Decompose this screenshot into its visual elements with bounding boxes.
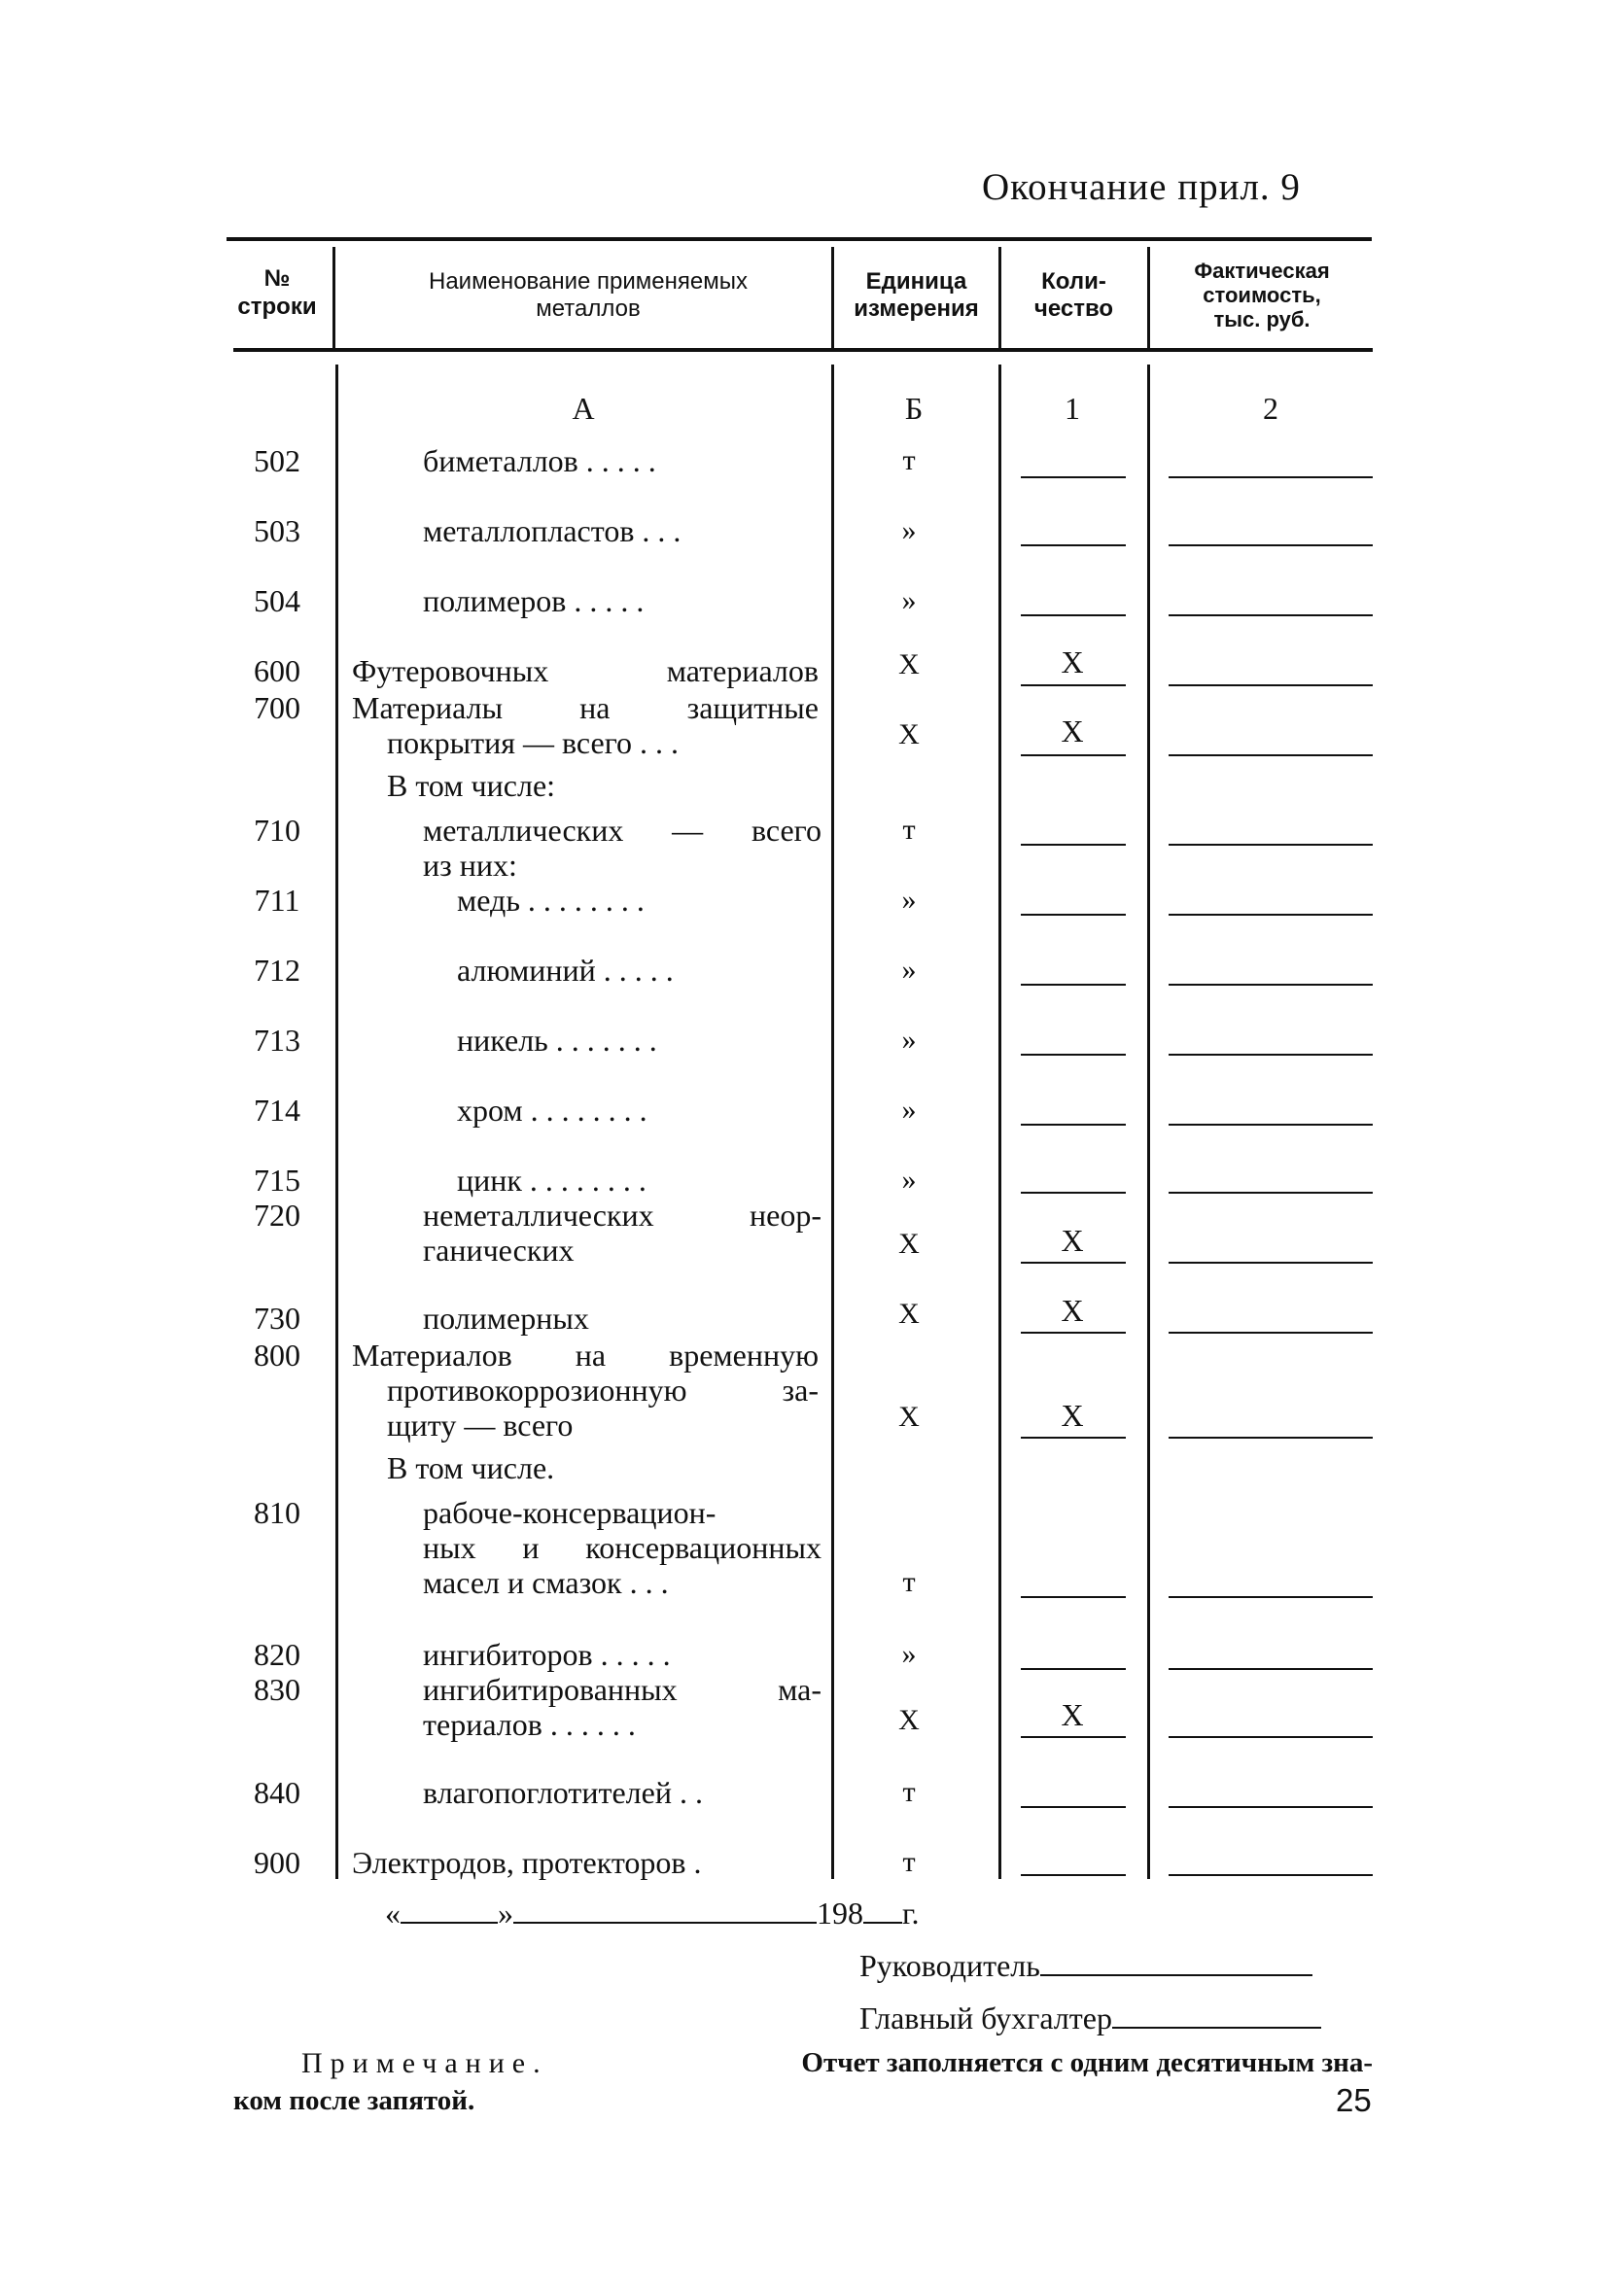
qty-blank-line xyxy=(1021,1124,1126,1126)
row-name xyxy=(423,1301,821,1336)
row-name-line: влагопоглотителей . . xyxy=(423,1775,703,1810)
cost-blank-line xyxy=(1169,476,1373,478)
row-name-line: из них: xyxy=(423,848,517,883)
cost-blank-line xyxy=(1169,754,1373,756)
row-number: 600 xyxy=(254,653,300,688)
row-unit: т xyxy=(902,1566,916,1598)
row-unit: Х xyxy=(898,1704,920,1736)
col-divider-header-1 xyxy=(332,247,335,348)
row-unit: » xyxy=(901,1164,917,1196)
row-name xyxy=(457,1163,821,1198)
row-name-line: никель . . . . . . . xyxy=(457,1023,657,1058)
col-divider-header-2 xyxy=(831,247,834,348)
row-unit: Х xyxy=(898,648,920,680)
qty-blank-line xyxy=(1021,1332,1126,1334)
cost-blank-line xyxy=(1169,1124,1373,1126)
column-letter-quantity: 1 xyxy=(1065,391,1080,426)
row-name xyxy=(423,583,821,618)
qty-blank-line xyxy=(1021,1736,1126,1738)
row-name-line: В том числе. xyxy=(387,1450,555,1485)
page-header-title: Окончание прил. 9 xyxy=(982,166,1301,208)
row-number: 700 xyxy=(254,690,300,725)
cost-blank-line xyxy=(1169,1736,1373,1738)
row-name-line: противокоррозионную за- xyxy=(387,1373,819,1408)
row-name xyxy=(423,1198,821,1268)
row-name-line: Материалы на защитные xyxy=(352,690,819,725)
row-name-line: Электродов, протекторов . xyxy=(352,1845,702,1880)
accountant-signature-field[interactable] xyxy=(1112,2001,1321,2029)
row-name-line: медь . . . . . . . . xyxy=(457,883,645,918)
header-row-number-line: строки xyxy=(237,294,317,320)
qty-blank-line xyxy=(1021,1437,1126,1439)
note-text-line-2: ком после запятой. xyxy=(233,2085,475,2116)
row-quantity: Х xyxy=(1061,644,1084,679)
col-divider-body-4 xyxy=(1147,365,1150,1879)
qty-blank-line xyxy=(1021,844,1126,846)
row-number: 720 xyxy=(254,1198,300,1233)
row-name-line: рабоче-консервацион- xyxy=(423,1495,717,1530)
row-number: 820 xyxy=(254,1637,300,1672)
header-unit-line: Единица xyxy=(865,268,967,295)
cost-blank-line xyxy=(1169,1332,1373,1334)
qty-blank-line xyxy=(1021,544,1126,546)
row-unit: т xyxy=(902,814,916,846)
row-name-line: полимерных xyxy=(423,1301,589,1336)
date-quote-open: « xyxy=(385,1896,401,1931)
qty-blank-line xyxy=(1021,1874,1126,1876)
row-name-line: ингибиторов . . . . . xyxy=(423,1637,671,1672)
accountant-signature xyxy=(859,2000,1321,2036)
qty-blank-line xyxy=(1021,476,1126,478)
row-unit: Х xyxy=(898,1228,920,1260)
row-unit: » xyxy=(901,1024,917,1056)
cost-blank-line xyxy=(1169,614,1373,616)
row-number: 900 xyxy=(254,1845,300,1880)
row-name xyxy=(352,653,819,688)
row-unit: т xyxy=(902,1776,916,1808)
row-name-line: полимеров . . . . . xyxy=(423,583,645,618)
date-year-field[interactable] xyxy=(863,1896,902,1924)
row-name-line: Футеровочных материалов xyxy=(352,653,819,688)
header-cost-line: тыс. руб. xyxy=(1213,307,1311,331)
col-divider-header-3 xyxy=(998,247,1001,348)
row-quantity: Х xyxy=(1061,713,1084,748)
row-unit: т xyxy=(902,1846,916,1878)
date-day-field[interactable] xyxy=(401,1896,498,1924)
row-name-line: В том числе: xyxy=(387,768,556,803)
date-line xyxy=(385,1896,920,1931)
row-number: 800 xyxy=(254,1338,300,1373)
row-number: 713 xyxy=(254,1023,300,1058)
row-name xyxy=(423,1637,821,1672)
header-name-line: Наименование применяемых xyxy=(429,268,748,295)
cost-blank-line xyxy=(1169,1596,1373,1598)
header-cost-line: стоимость, xyxy=(1203,283,1321,307)
col-divider-body-3 xyxy=(998,365,1001,1879)
row-name xyxy=(423,513,821,548)
row-name-line: металлических — всего xyxy=(423,813,821,848)
row-unit: Х xyxy=(898,1401,920,1433)
row-quantity: Х xyxy=(1061,1293,1084,1328)
header-row-number xyxy=(228,264,326,321)
header-cost-line: Фактическая xyxy=(1194,259,1330,283)
qty-blank-line xyxy=(1021,914,1126,916)
header-name xyxy=(350,268,826,323)
row-name xyxy=(352,1845,819,1880)
col-divider-body-2 xyxy=(831,365,834,1879)
row-number: 712 xyxy=(254,953,300,988)
col-divider-header-4 xyxy=(1147,247,1150,348)
qty-blank-line xyxy=(1021,1806,1126,1808)
manager-signature-field[interactable] xyxy=(1040,1949,1312,1976)
row-name xyxy=(423,1672,821,1742)
qty-blank-line xyxy=(1021,1054,1126,1056)
header-quantity-line: чество xyxy=(1033,296,1114,322)
manager-signature xyxy=(859,1948,1312,1984)
row-name-line: неметаллических неор- xyxy=(423,1198,821,1233)
row-quantity: Х xyxy=(1061,1398,1084,1433)
row-unit: » xyxy=(901,1638,917,1670)
row-number: 810 xyxy=(254,1495,300,1530)
qty-blank-line xyxy=(1021,1668,1126,1670)
cost-blank-line xyxy=(1169,914,1373,916)
date-quote-close: » xyxy=(498,1896,513,1931)
cost-blank-line xyxy=(1169,1874,1373,1876)
row-name xyxy=(423,443,821,478)
header-actual-cost xyxy=(1155,259,1369,331)
row-unit: » xyxy=(901,954,917,986)
row-name-line: покрытия — всего . . . xyxy=(387,725,680,760)
row-quantity: Х xyxy=(1061,1223,1084,1258)
row-name-line: ингибитированных ма- xyxy=(423,1672,821,1707)
row-number: 502 xyxy=(254,443,300,478)
col-divider-body-1 xyxy=(335,365,338,1879)
row-unit: » xyxy=(901,884,917,916)
row-number: 504 xyxy=(254,583,300,618)
cost-blank-line xyxy=(1169,1437,1373,1439)
note-label: Примечание. xyxy=(301,2047,548,2079)
row-number: 840 xyxy=(254,1775,300,1810)
row-name-line: металлопластов . . . xyxy=(423,513,682,548)
cost-blank-line xyxy=(1169,1054,1373,1056)
row-name-line: алюминий . . . . . xyxy=(457,953,674,988)
qty-blank-line xyxy=(1021,614,1126,616)
row-name xyxy=(352,690,819,760)
row-number: 715 xyxy=(254,1163,300,1198)
header-row-number-line: № xyxy=(263,265,291,292)
cost-blank-line xyxy=(1169,984,1373,986)
qty-blank-line xyxy=(1021,1596,1126,1598)
date-year: 198 xyxy=(817,1896,863,1931)
row-quantity: Х xyxy=(1061,1697,1084,1732)
cost-blank-line xyxy=(1169,1262,1373,1264)
row-unit: » xyxy=(901,514,917,546)
date-month-field[interactable] xyxy=(513,1896,817,1924)
cost-blank-line xyxy=(1169,544,1373,546)
row-name-line: ных и консервационных xyxy=(423,1530,821,1565)
qty-blank-line xyxy=(1021,684,1126,686)
header-unit xyxy=(836,268,996,323)
row-name-line: масел и смазок . . . xyxy=(423,1565,669,1600)
row-name-line: Материалов на временную xyxy=(352,1338,819,1373)
manager-label: Руководитель xyxy=(859,1948,1040,1983)
note-line-1 xyxy=(233,2047,1373,2080)
cost-blank-line xyxy=(1169,1668,1373,1670)
accountant-label: Главный бухгалтер xyxy=(859,2000,1112,2035)
row-name-line: щиту — всего xyxy=(387,1408,574,1443)
row-name-line: териалов . . . . . . xyxy=(423,1707,636,1742)
row-name xyxy=(387,768,815,803)
row-unit: » xyxy=(901,1094,917,1126)
row-name xyxy=(423,1775,821,1810)
row-name xyxy=(457,953,821,988)
header-quantity xyxy=(1003,268,1144,323)
qty-blank-line xyxy=(1021,1262,1126,1264)
row-name xyxy=(457,1093,821,1128)
qty-blank-line xyxy=(1021,754,1126,756)
row-unit: Х xyxy=(898,1298,920,1330)
row-name xyxy=(423,813,821,883)
column-letter-cost: 2 xyxy=(1263,391,1278,426)
row-name-line: биметаллов . . . . . xyxy=(423,443,656,478)
row-number: 711 xyxy=(254,883,300,918)
row-number: 503 xyxy=(254,513,300,548)
header-quantity-line: Коли- xyxy=(1041,268,1106,295)
table-top-rule xyxy=(227,237,1372,241)
row-number: 710 xyxy=(254,813,300,848)
row-number: 830 xyxy=(254,1672,300,1707)
date-suffix: г. xyxy=(902,1896,920,1931)
header-unit-line: измерения xyxy=(854,296,979,322)
row-number: 730 xyxy=(254,1301,300,1336)
row-name-line: хром . . . . . . . . xyxy=(457,1093,647,1128)
row-name-line: цинк . . . . . . . . xyxy=(457,1163,647,1198)
column-letter-name: А xyxy=(572,391,595,426)
header-name-line: металлов xyxy=(536,296,641,322)
row-unit: » xyxy=(901,584,917,616)
qty-blank-line xyxy=(1021,1192,1126,1194)
column-letter-unit: Б xyxy=(904,391,924,426)
table-header-bottom-rule xyxy=(233,348,1373,352)
row-name xyxy=(352,1338,819,1443)
row-name xyxy=(457,1023,821,1058)
qty-blank-line xyxy=(1021,984,1126,986)
row-name-line: ганических xyxy=(423,1233,575,1268)
row-name xyxy=(423,1495,821,1600)
row-name xyxy=(387,1450,815,1485)
row-name xyxy=(457,883,821,918)
cost-blank-line xyxy=(1169,1192,1373,1194)
row-number: 714 xyxy=(254,1093,300,1128)
cost-blank-line xyxy=(1169,684,1373,686)
cost-blank-line xyxy=(1169,1806,1373,1808)
page-number: 25 xyxy=(1336,2082,1372,2118)
note-line-2 xyxy=(233,2084,474,2117)
note-text-line-1: Отчет заполняется с одним десятичным зна- xyxy=(801,2047,1373,2078)
cost-blank-line xyxy=(1169,844,1373,846)
row-unit: Х xyxy=(898,718,920,750)
row-unit: т xyxy=(902,444,916,476)
